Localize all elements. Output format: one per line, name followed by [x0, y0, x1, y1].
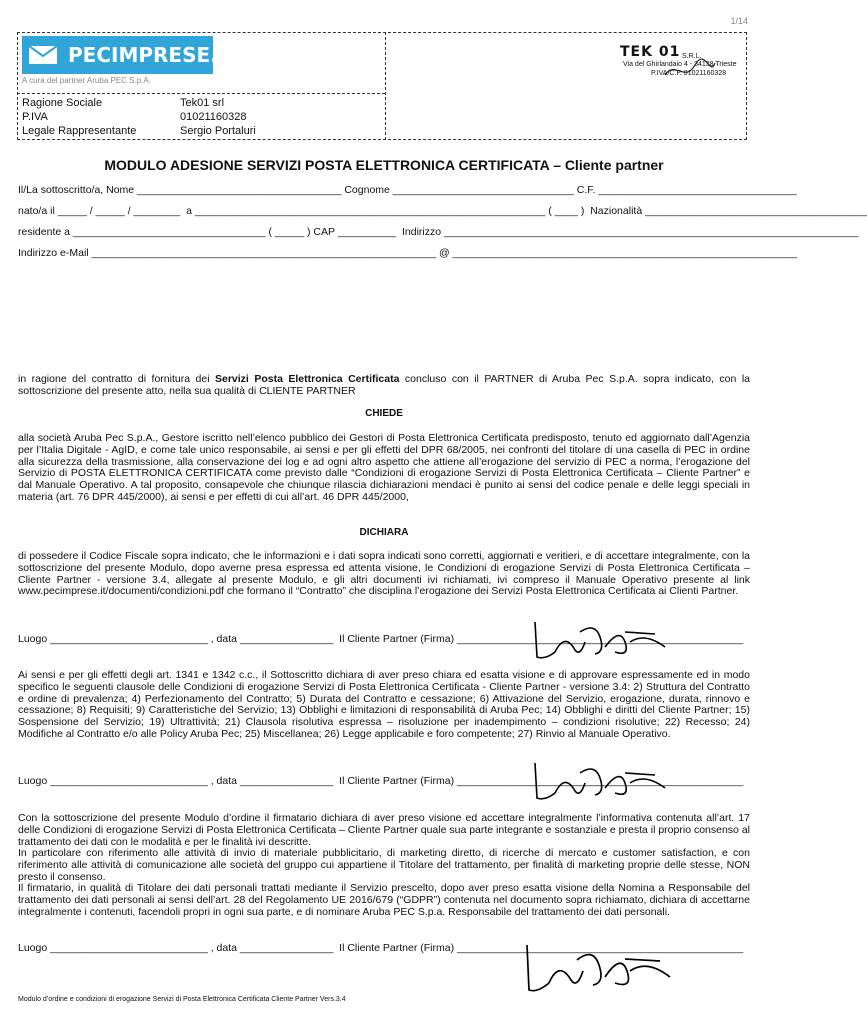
logo-text: PECIMPRESE.IT: [68, 43, 239, 67]
privacy-paragraph-3: Il firmatario, in qualità di Titolare dei dati personali trattati mediante il Servizio prescelto, dopo aver preso esatta visione della Nomina a Responsabile del trattamento dei dati personali ai sensi dell’art. 28 del Regolamento UE 2016/679 (“GDPR”) contenuta nel documento sopra richiamato, dichiara di accettarne integralmente i contenuti, facendoli propri in ogni sua parte, e di nominare Aruba PEC S.p.a. Responsabile del trattamento dei dati personali.: [18, 882, 750, 918]
legale-rappresentante-value: Sergio Portaluri: [180, 125, 256, 137]
ragione-sociale-label: Ragione Sociale: [22, 97, 103, 109]
privacy-paragraph-1: Con la sottoscrizione del presente Modulo d’ordine il firmatario dichiara di aver preso visione ed accettare integralmente l’informativa contenuta all’art. 17 delle Condizioni di erogazione Servizi di Posta Elettronica Certificata – Cliente Partner quale sua parte integrante e sostanziale e presta il proprio consenso al trattamento dei dati con le modalità e per le finalità ivi descritte.: [18, 812, 750, 848]
stamp-company-name: TEK 01: [620, 44, 681, 60]
envelope-icon: [28, 45, 58, 65]
piva-value: 01021160328: [180, 111, 247, 123]
chiede-paragraph: alla società Aruba Pec S.p.A., Gestore iscritto nell’elenco pubblico dei Gestori di Posta Elettronica Certificata predisposto, tenuto ed aggiornato dall’Agenzia per l’Italia Digitale - AgID, e come tale unico responsabile, ai sensi e per gli effetti del DPR 68/2005, nei confronti del titolare di una casella di PEC in ordine alla sicurezza della trasmissione, alla conservazione dei log e ad ogni altro aspetto che attiene all’erogazione del servizio di PEC a norma, l’erogazione del Servizio di POSTA ELETTRONICA CERTIFICATA come previsto dalle “Condizioni di erogazione Servizi di Posta Elettronica Certificata – Cliente Partner” e dal Manuale Operativo. A tal proposito, consapevole che chiunque rilascia dichiarazioni mendaci è punito ai sensi del codice penale e delle leggi speciali in materia (art. 76 DPR 445/2000), ai sensi e per effetti di cui all’art. 46 DPR 445/2000,: [18, 432, 750, 503]
header-divider: [385, 32, 386, 140]
dichiara-paragraph: di possedere il Codice Fiscale sopra indicato, che le informazioni e i dati sopra indicati sono corretti, aggiornati e veritieri, e di accettare integralmente, con la sottoscrizione del presente Modulo, dopo averne presa espressa ed attenta visione, le Condizioni di erogazione Servizi di Posta Elettronica Certificata – Cliente Partner - versione 3.4, allegate al presente Modulo, e gli altri documenti ivi richiamati, ivi compreso il Manuale Operativo presente al link www.pecimprese.it/documenti/condizioni.pdf che formano il “Contratto” che disciplina l’erogazione dei Servizi Posta Elettronica Certificata ai Clienti Partner.: [18, 550, 750, 598]
field-email[interactable]: Indirizzo e-Mail ___________________________________________________________ @ ___________________________________________________________: [18, 247, 798, 259]
legale-rappresentante-label: Legale Rappresentante: [22, 125, 137, 137]
handwritten-signature-2: [525, 755, 675, 815]
dichiara-heading: DICHIARA: [359, 527, 409, 538]
field-name-surname-cf[interactable]: Il/La sottoscritto/a, Nome ___________________________________ Cognome _______________________________ C.F. __________________________________: [18, 184, 797, 196]
signature-line-1[interactable]: Luogo ___________________________ , data ________________ Il Cliente Partner (Firma) _________________________________________________: [18, 633, 744, 645]
handwritten-signature-3: [515, 935, 675, 1005]
stamp-vat: P.IVA/C.F. 01021160328: [651, 70, 727, 77]
signature-line-3[interactable]: Luogo ___________________________ , data ________________ Il Cliente Partner (Firma) _________________________________________________: [18, 942, 744, 954]
chiede-heading: CHIEDE: [365, 408, 403, 419]
handwritten-signature-1: [525, 612, 675, 672]
intro-paragraph: in ragione del contratto di fornitura dei Servizi Posta Elettronica Certificata concluso con il PARTNER di Aruba Pec S.p.A. sopra indicato, con la sottoscrizione del presente atto, nella sua qualità di CLIENTE PARTNER: [18, 373, 750, 397]
header-separator: [17, 93, 385, 94]
ragione-sociale-value: Tek01 srl: [180, 97, 225, 109]
clausole-paragraph: Ai sensi e per gli effetti degli art. 1341 e 1342 c.c., il Sottoscritto dichiara di aver preso chiara ed esatta visione e di approvare espressamente ed in modo specifico le seguenti clausole delle Condizioni di erogazione Servizi di Posta Elettronica Certificata - Cliente Partner - versione 3.4: 2) Struttura del Contratto e ordine di prevalenza; 4) Perfezionamento del Contratto; 5) Durata del Contratto e cessazione; 6) Attivazione del Servizio, erogazione, durata, rinnovo e cessazione; 8) Requisiti; 9) Caratteristiche del Servizio; 13) Obblighi e limitazioni di responsabilità di Aruba Pec; 14) Obblighi e diritti del Cliente Partner; 15) Sospensione del Servizio; 19) Ultrattività; 21) Clausola risolutiva espressa – risoluzione per inadempimento – condizioni risolutive; 22) Recesso; 24) Modifiche al Contratto e/o alle Policy Aruba Pec; 25) Miscellanea; 26) Legge applicabile e foro competente; 27) Rinvio al Manuale Operativo.: [18, 669, 750, 740]
logo-caption: A cura del partner Aruba PEC S.p.A.: [22, 76, 151, 85]
page-title: MODULO ADESIONE SERVIZI POSTA ELETTRONICA CERTIFICATA – Cliente partner: [104, 157, 664, 173]
stamp-address: Via del Ghirlandaio 4 - 34138 Trieste: [623, 61, 737, 68]
field-birth-nationality[interactable]: nato/a il _____ / _____ / ________ a ____________________________________________________________ ( ____ ) Nazionalità ______________________________________: [18, 205, 867, 217]
stamp-suffix: S.R.L.: [682, 53, 702, 60]
privacy-paragraph-2: In particolare con riferimento alle attività di invio di materiale pubblicitario, di marketing diretto, di ricerche di mercato e customer satisfaction, e con riferimento alle attività di comunicazione alle società del gruppo cui appartiene il Titolare del trattamento, per finalità di marketing proprie delle stesse, NON presto il consenso.: [18, 847, 750, 883]
signature-line-2[interactable]: Luogo ___________________________ , data ________________ Il Cliente Partner (Firma) _________________________________________________: [18, 775, 744, 787]
field-residence-address[interactable]: residente a _________________________________ ( _____ ) CAP __________ Indirizzo _______________________________________________________________________: [18, 226, 859, 238]
page-number: 1/14: [730, 16, 748, 26]
pecimprese-logo: [22, 36, 239, 74]
piva-label: P.IVA: [22, 111, 48, 123]
page-footer: Modulo d’ordine e condizioni di erogazione Servizi di Posta Elettronica Certificata Cliente Partner Vers.3.4: [18, 996, 346, 1003]
stamp-signature-scribble: [660, 55, 720, 85]
